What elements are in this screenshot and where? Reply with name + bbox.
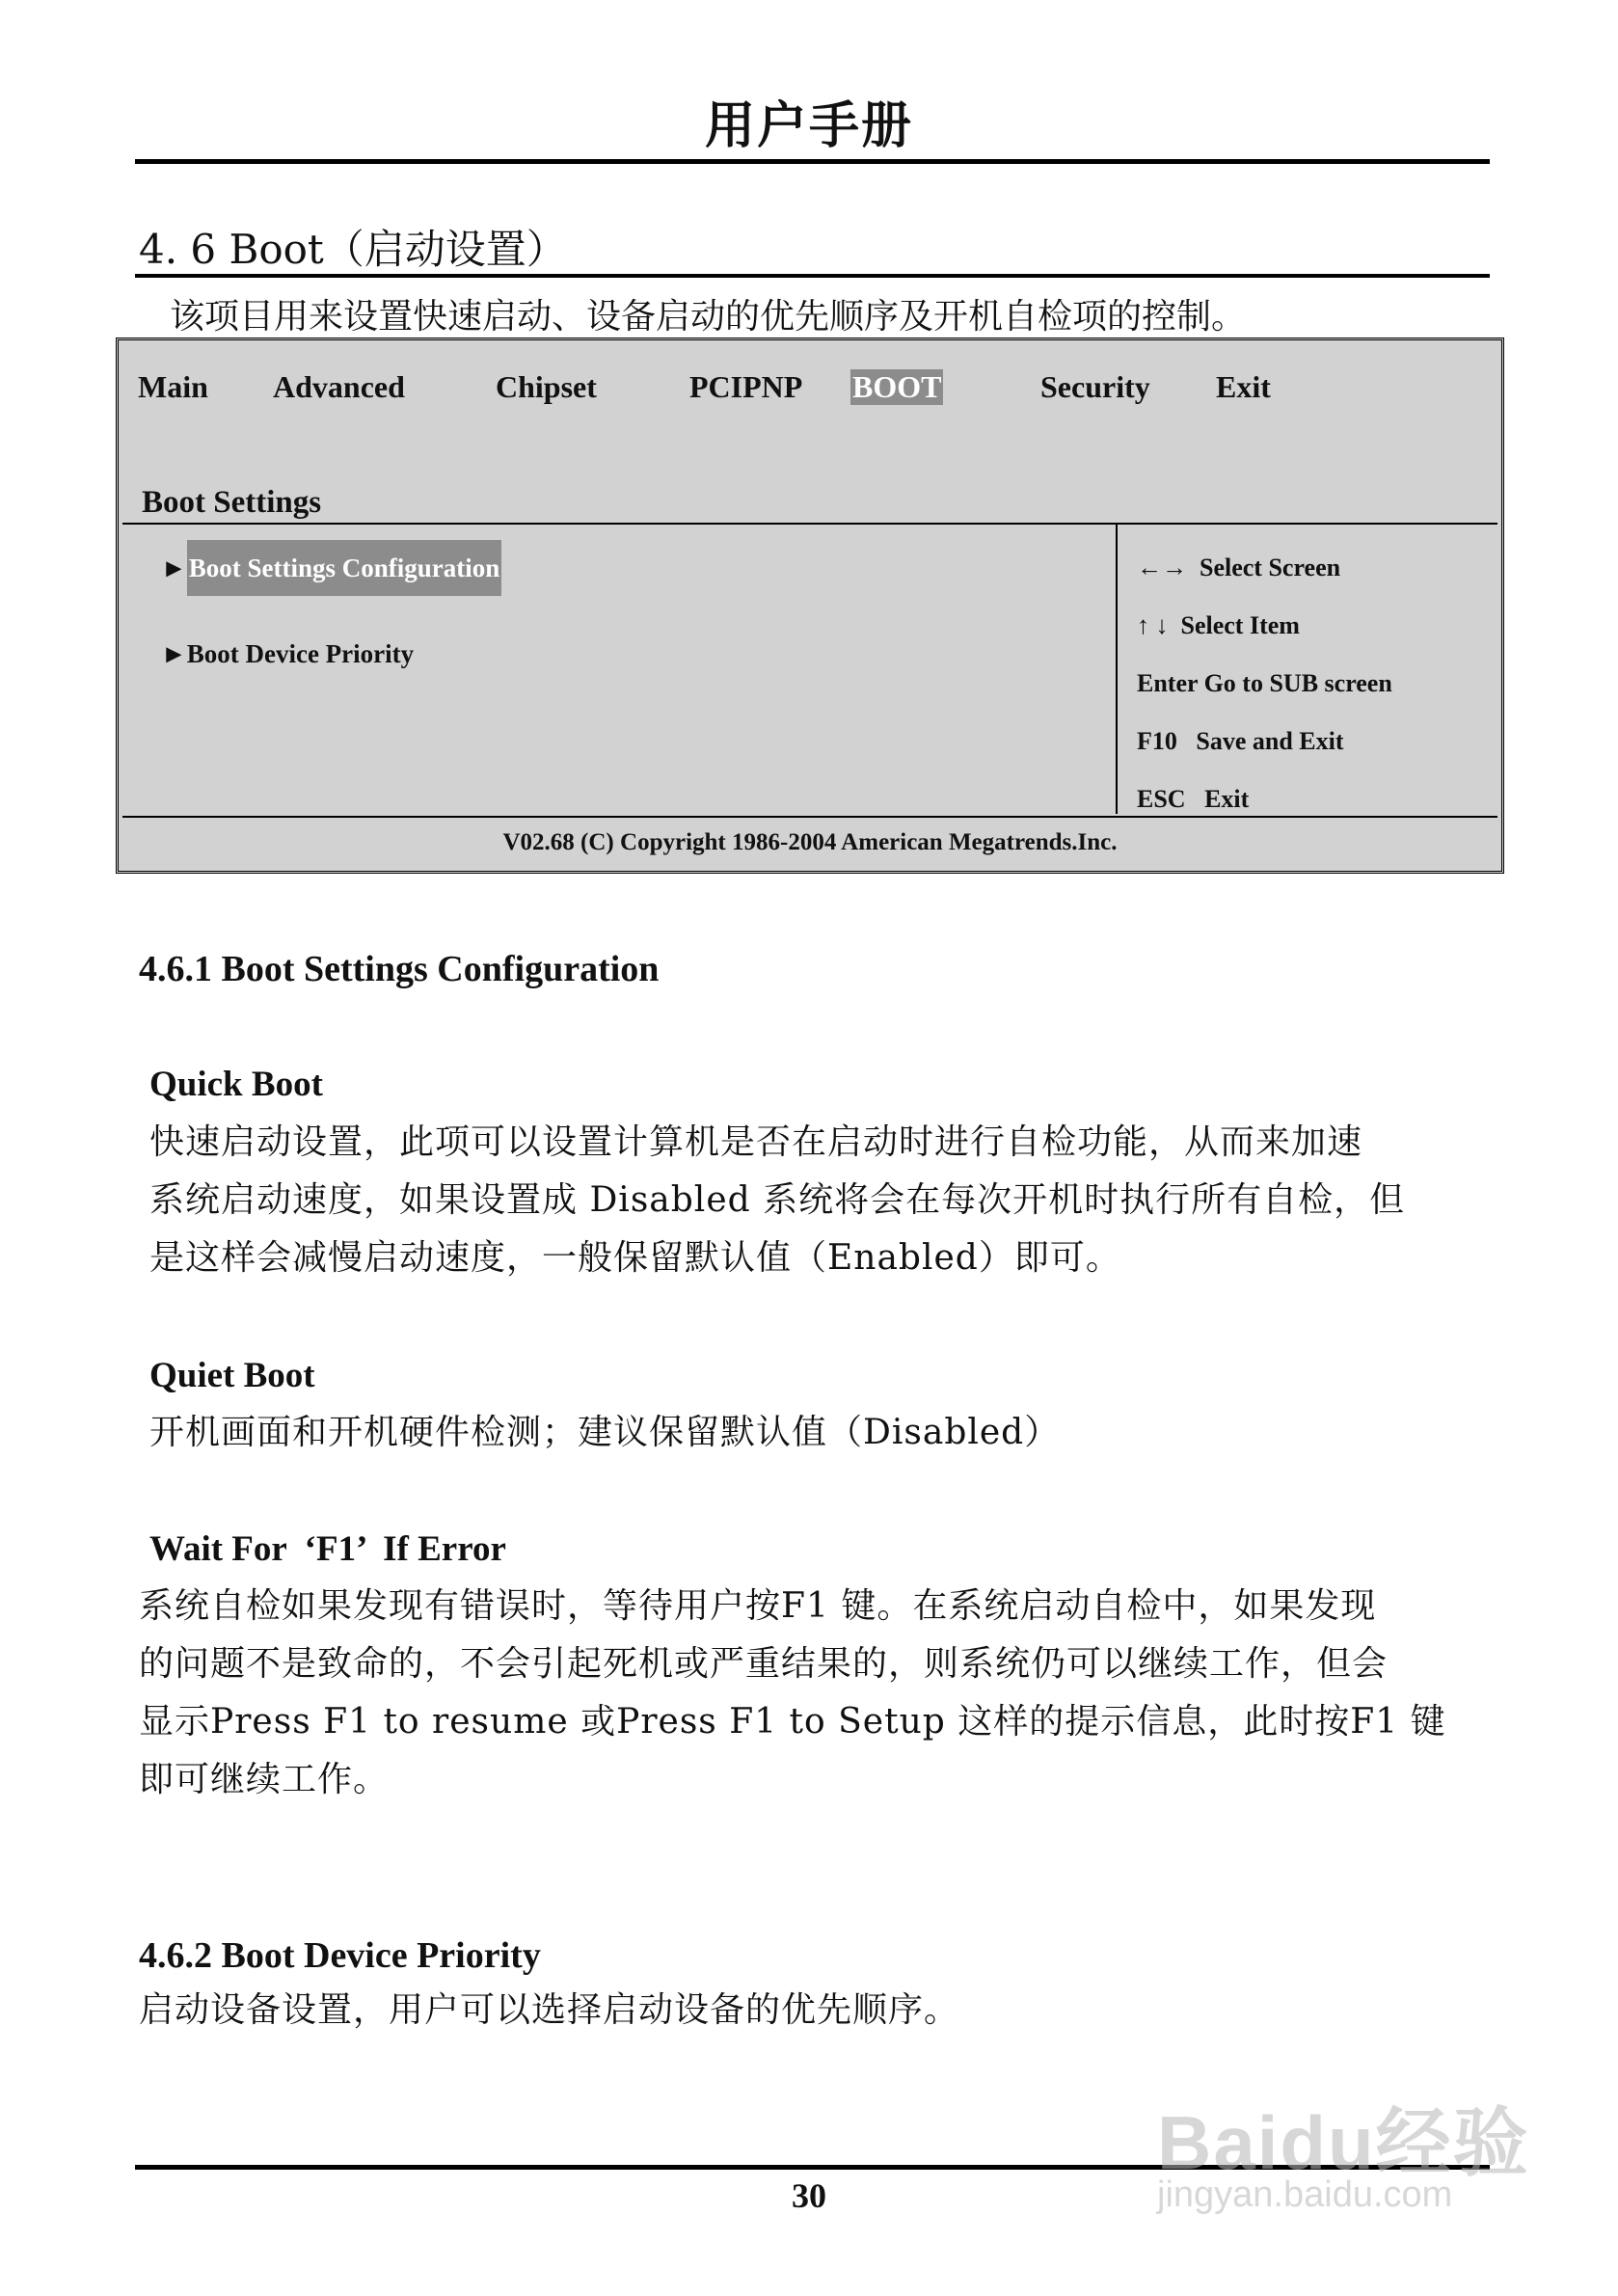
paragraph-line: 系统启动速度，如果设置成 Disabled 系统将会在每次开机时执行所有自检，但 <box>149 1180 1406 1220</box>
section-intro: 该项目用来设置快速启动、设备启动的优先顺序及开机自检项的控制。 <box>170 297 1247 337</box>
subsection-title-boot-settings-configuration: 4.6.1 Boot Settings Configuration <box>139 949 660 989</box>
bios-screenshot <box>116 338 1504 874</box>
paragraph-line: 即可继续工作。 <box>139 1760 390 1799</box>
section-divider <box>135 274 1490 278</box>
page-number: 30 <box>792 2176 826 2215</box>
help-select-screen: ←→ Select Screen <box>1137 554 1341 581</box>
bios-page-subtitle: Boot Settings <box>142 485 322 520</box>
bios-menu-exit[interactable]: Exit <box>1216 369 1271 404</box>
bios-menu-advanced[interactable]: Advanced <box>273 369 405 404</box>
baidu-logo-icon: Baidu经验 <box>1157 2100 1530 2185</box>
paragraph-line: 开机画面和开机硬件检测；建议保留默认值（Disabled） <box>149 1413 1061 1452</box>
help-exit: ESC Exit <box>1137 785 1250 813</box>
help-enter-sub-screen: Enter Go to SUB screen <box>1137 669 1392 697</box>
watermark-url: jingyan.baidu.com <box>1157 2174 1453 2215</box>
paragraph-line: 系统自检如果发现有错误时，等待用户按F1 键。在系统启动自检中，如果发现 <box>139 1586 1377 1626</box>
bios-menu-pcipnp[interactable]: PCIPNP <box>689 369 803 404</box>
bios-entry-boot-settings-configuration[interactable] <box>161 554 501 583</box>
bios-menu-boot[interactable]: BOOT <box>852 369 942 404</box>
submenu-arrow-icon: ► <box>161 554 187 582</box>
bios-menu-main[interactable]: Main <box>138 369 208 404</box>
paragraph-line: 是这样会减慢启动速度，一般保留默认值（Enabled）即可。 <box>149 1238 1121 1278</box>
submenu-arrow-icon: ► <box>161 639 187 668</box>
item-heading-quick-boot: Quick Boot <box>149 1065 323 1104</box>
bios-options-panel <box>122 525 1118 814</box>
item-description-wait-for-f1 <box>139 1578 1446 1809</box>
paragraph-line: 快速启动设置，此项可以设置计算机是否在启动时进行自检功能，从而来加速 <box>149 1122 1363 1162</box>
bios-menu-security[interactable]: Security <box>1040 369 1150 404</box>
bios-copyright: V02.68 (C) Copyright 1986-2004 American Megatrends.Inc. <box>122 816 1497 870</box>
bios-menu-bar <box>122 344 1497 525</box>
bios-help-panel <box>1118 525 1497 814</box>
header-divider <box>135 159 1490 164</box>
baidu-jingyan-watermark <box>1138 2073 1543 2228</box>
bios-menu-chipset[interactable]: Chipset <box>496 369 597 404</box>
paragraph-line: 显示Press F1 to resume 或Press F1 to Setup 这样的提示信息，此时按F1 键 <box>139 1702 1446 1742</box>
bios-entry-label: Boot Settings Configuration <box>187 540 502 596</box>
help-select-item: ↑ ↓ Select Item <box>1137 611 1300 639</box>
bios-entry-boot-device-priority[interactable] <box>161 639 414 669</box>
section-title: 4. 6 Boot（启动设置） <box>139 226 567 273</box>
subsection-text-boot-device-priority: 启动设备设置，用户可以选择启动设备的优先顺序。 <box>139 1990 960 2030</box>
item-heading-wait-for-f1: Wait For ‘F1’ If Error <box>149 1529 506 1569</box>
item-description-quick-boot <box>149 1114 1405 1287</box>
bios-entry-label: Boot Device Priority <box>186 639 415 668</box>
item-description-quiet-boot <box>149 1404 1060 1462</box>
help-save-exit: F10 Save and Exit <box>1137 727 1344 755</box>
paragraph-line: 的问题不是致命的，不会引起死机或严重结果的，则系统仍可以继续工作，但会 <box>139 1644 1389 1684</box>
page-header-title: 用户手册 <box>704 96 913 155</box>
subsection-title-boot-device-priority: 4.6.2 Boot Device Priority <box>139 1935 541 1976</box>
item-heading-quiet-boot: Quiet Boot <box>149 1356 315 1395</box>
